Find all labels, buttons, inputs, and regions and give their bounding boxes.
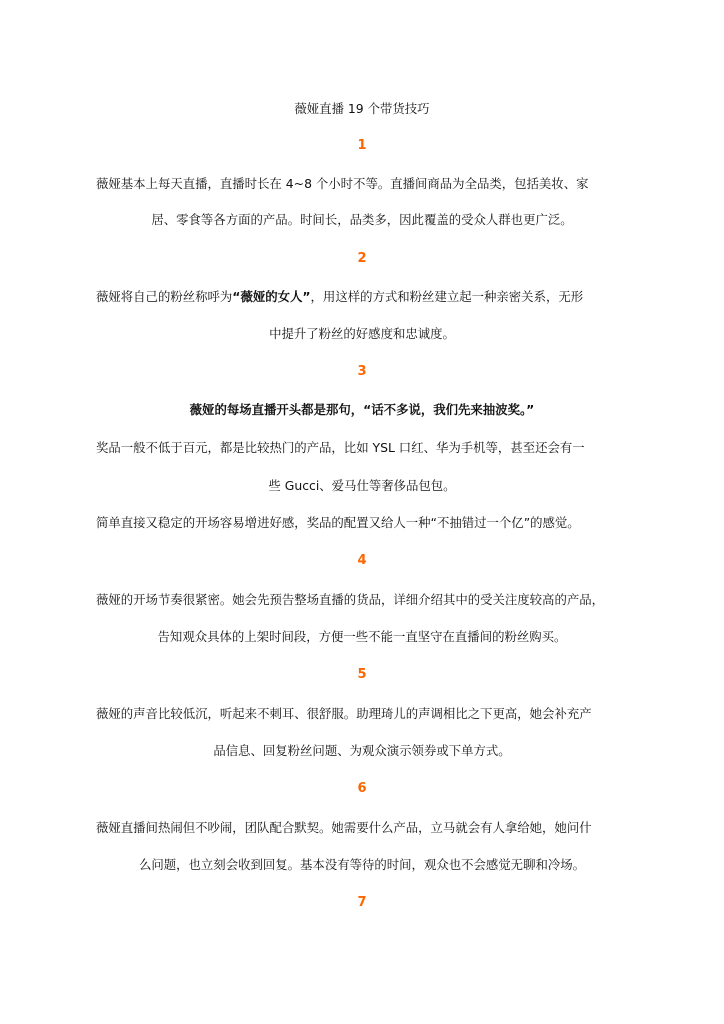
section-number: 1 [357,138,367,153]
bold-phrase: “薇娅的女人” [232,289,311,304]
paragraph-line [96,289,628,305]
paragraph-line: 品信息、回复粉丝问题、为观众演示领券或下单方式。 [213,743,511,758]
paragraph-line: 中提升了粉丝的好感度和忠诚度。 [269,326,455,341]
section-number: 5 [357,667,367,682]
paragraph-line: 薇娅的声音比较低沉，听起来不刺耳、很舒服。助理琦儿的声调相比之下更高，她会补充产 [96,706,592,721]
bold-quote-line: 薇娅的每场直播开头都是那句，“话不多说，我们先来抽波奖。” [189,402,535,417]
section-number: 7 [357,895,367,910]
paragraph-line: 薇娅直播间热闹但不吵闹，团队配合默契。她需要什么产品，立马就会有人拿给她，她问什 [96,820,592,835]
paragraph-line: 薇娅基本上每天直播，直播时长在 4~8 个小时不等。直播间商品为全品类，包括美妆、家 [96,176,589,191]
paragraph-line: 么问题，也立刻会收到回复。基本没有等待的时间，观众也不会感觉无聊和冷场。 [138,857,586,872]
section-number: 4 [357,553,367,568]
paragraph-line: 奖品一般不低于百元，都是比较热门的产品，比如 YSL 口红、华为手机等，甚至还会有一 [96,440,585,455]
paragraph-line: 告知观众具体的上架时间段，方便一些不能一直坚守在直播间的粉丝购买。 [157,629,567,644]
paragraph-text: ，用这样的方式和粉丝建立起一种亲密关系，无形 [310,289,584,304]
paragraph-text: 薇娅将自己的粉丝称呼为 [96,289,233,304]
section-number: 3 [357,364,367,379]
paragraph-line: 居、零食等各方面的产品。时间长，品类多，因此覆盖的受众人群也更广泛。 [151,212,573,227]
paragraph-line: 些 Gucci、爱马仕等奢侈品包包。 [268,478,456,493]
section-number: 2 [357,251,367,266]
paragraph-line: 简单直接又稳定的开场容易增进好感，奖品的配置又给人一种“不抽错过一个亿”的感觉。 [96,515,580,530]
section-number: 6 [357,781,367,796]
document-title: 薇娅直播 19 个带货技巧 [294,101,430,116]
paragraph-line: 薇娅的开场节奏很紧密。她会先预告整场直播的货品，详细介绍其中的受关注度较高的产品， [96,592,605,607]
